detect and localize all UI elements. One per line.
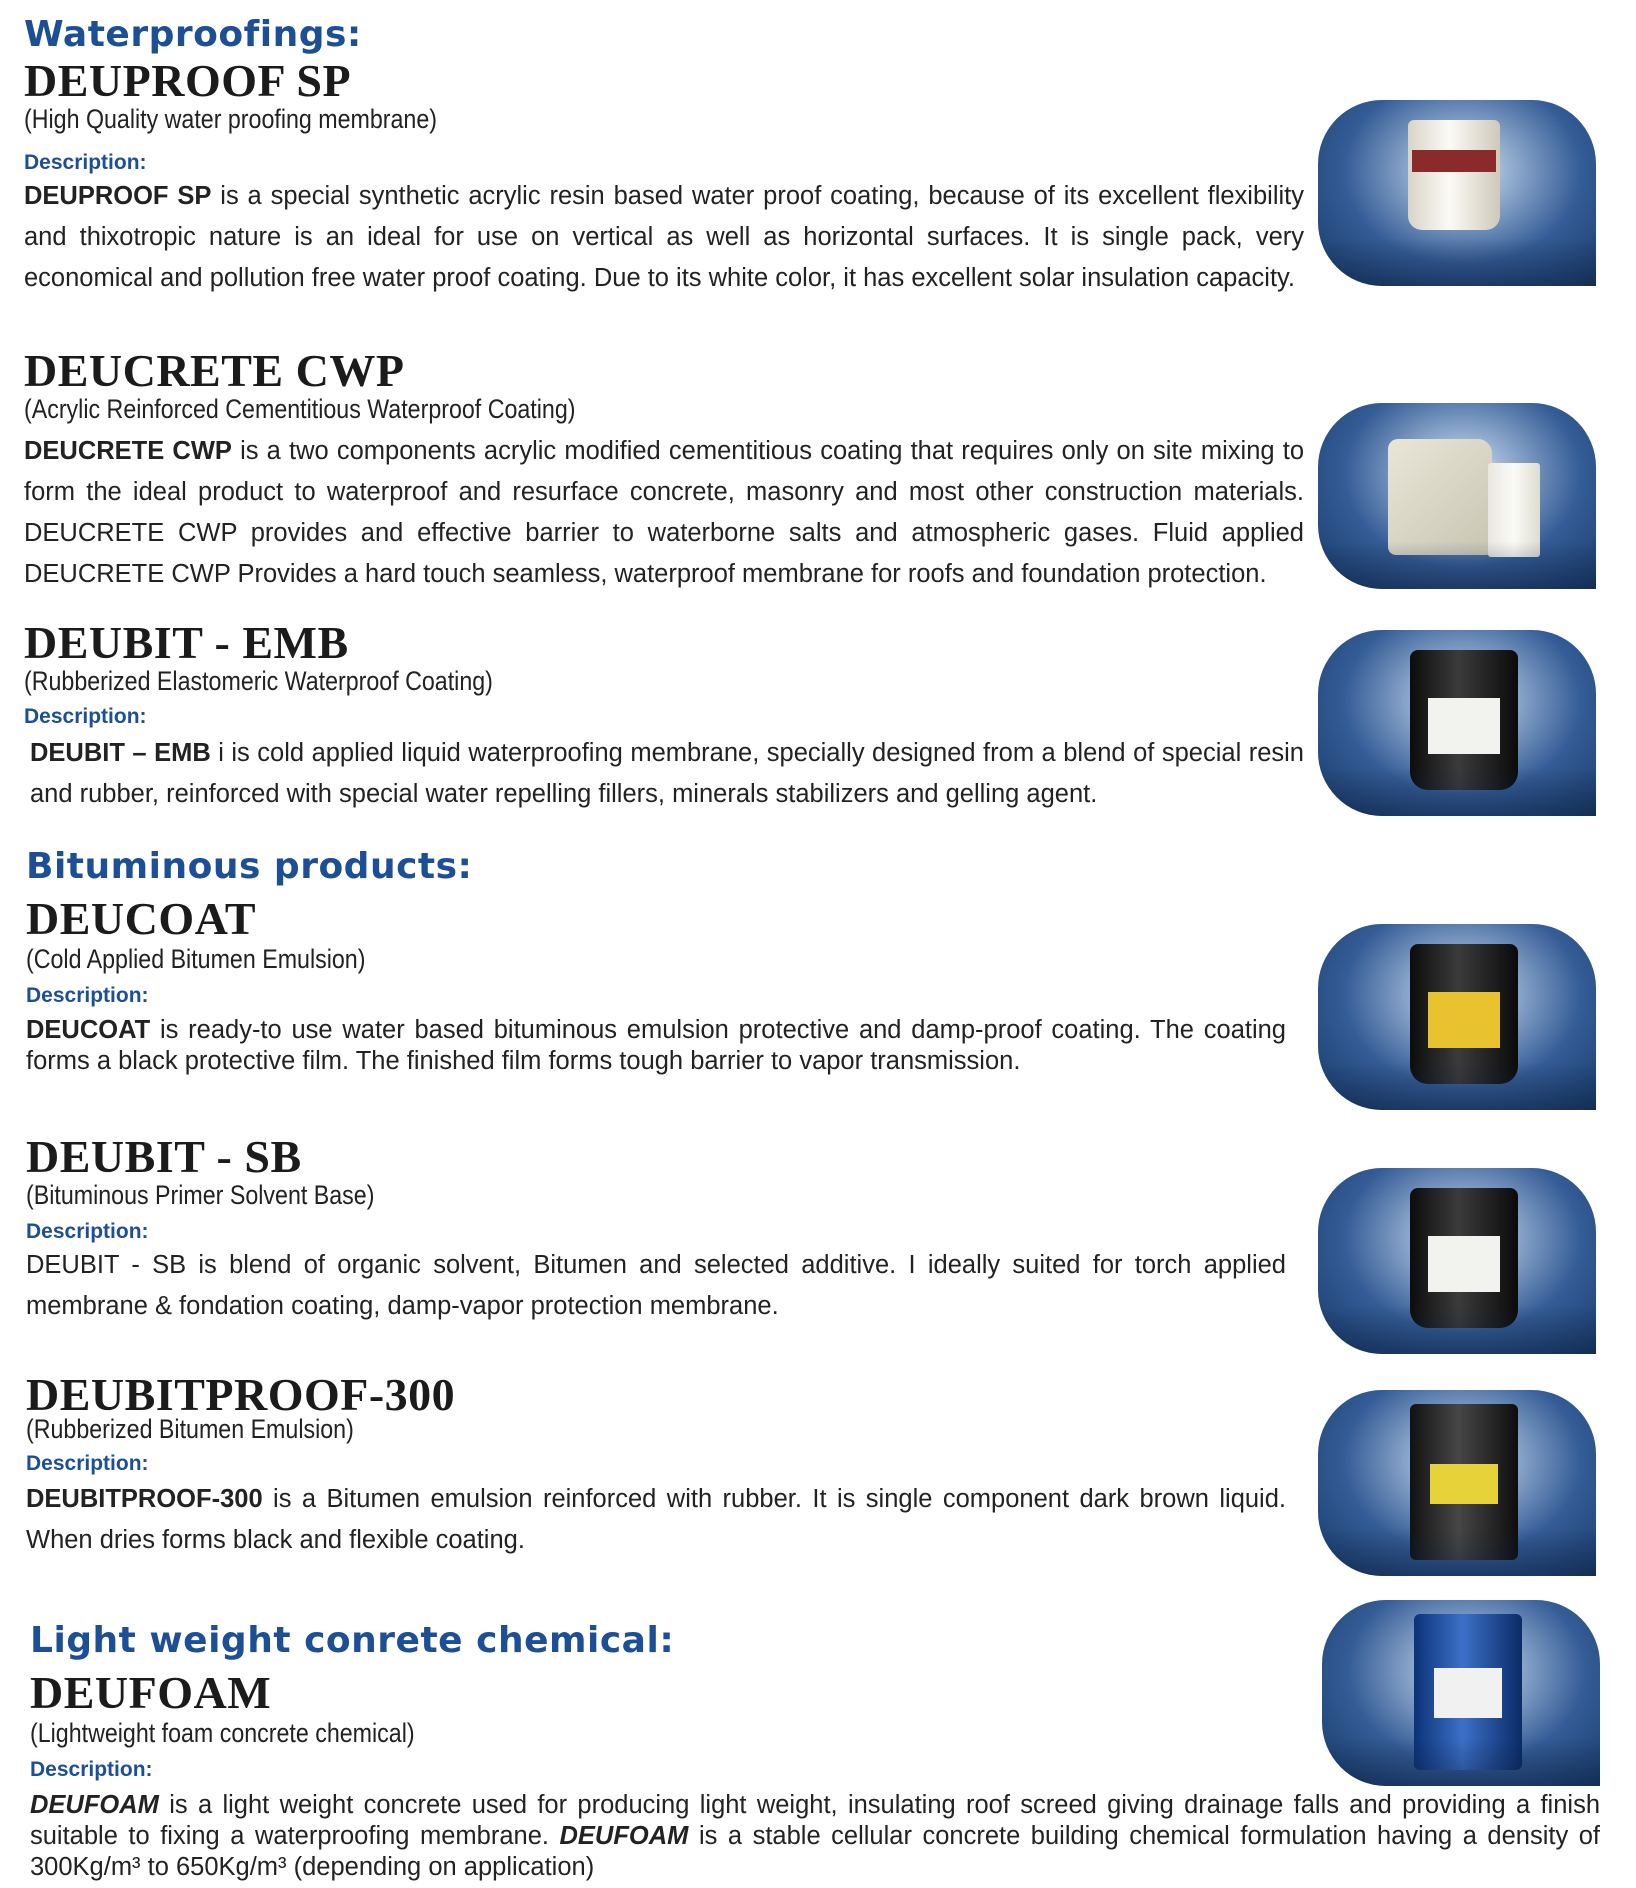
product-lead-deubit-emb: DEUBIT – EMB (30, 739, 211, 767)
product-lead-deuproof-sp: DEUPROOF SP (24, 182, 212, 210)
product-description-deucrete-cwp (24, 431, 1304, 595)
product-description-deucoat (26, 1015, 1286, 1077)
bucket-icon (1408, 120, 1500, 230)
description-label: Description: (24, 151, 147, 174)
product-body-deufoam-1: is a light weight concrete used for producing light weight, insulating roof screed giving drainage falls and providing a finish suitable to fixing a waterproofing membrane. (30, 1791, 1600, 1850)
product-name-deuproof-sp: DEUPROOF SP (24, 55, 352, 106)
product-subtitle-deubit-sb: (Bituminous Primer Solvent Base) (26, 1180, 375, 1210)
section-title-light-weight: Light weight conrete chemical: (30, 1620, 675, 1661)
product-subtitle-deubit-emb: (Rubberized Elastomeric Waterproof Coating) (24, 666, 493, 696)
product-description-deubit-emb (30, 733, 1304, 815)
section-title-bituminous: Bituminous products: (26, 846, 473, 887)
product-description-deubit-sb: DEUBIT - SB is blend of organic solvent, Bitumen and selected additive. I ideally suited for torch applied membrane & fondation coating, damp-vapor protection membrane. (26, 1251, 1286, 1320)
product-body-deubitproof-300: is a Bitumen emulsion reinforced with rubber. It is single component dark brown liquid. When dries forms black and flexible coating. (26, 1485, 1286, 1554)
black-barrel-image (1318, 1390, 1596, 1576)
section-title-waterproofings: Waterproofings: (24, 14, 362, 55)
product-body-deuproof-sp: is a special synthetic acrylic resin based water proof coating, because of its excellent flexibility and thixotropic nature is an ideal for use on vertical as well as horizontal surfaces. It is single pack, very economical and pollution free water proof coating. Due to its white color, it has excellent solar insulation capacity. (24, 182, 1304, 292)
description-label: Description: (30, 1758, 153, 1781)
product-subtitle-deucrete-cwp: (Acrylic Reinforced Cementitious Waterproof Coating) (24, 394, 576, 424)
product-description-deubitproof-300 (26, 1479, 1286, 1561)
product-lead-deufoam: DEUFOAM (30, 1791, 159, 1819)
product-name-deucrete-cwp: DEUCRETE CWP (24, 345, 405, 396)
product-subtitle-deubitproof-300: (Rubberized Bitumen Emulsion) (26, 1414, 354, 1444)
product-description-deufoam (30, 1790, 1600, 1883)
bag-and-can-image (1318, 403, 1596, 589)
product-subtitle-deucoat: (Cold Applied Bitumen Emulsion) (26, 944, 366, 974)
product-subtitle-deufoam: (Lightweight foam concrete chemical) (30, 1718, 415, 1748)
product-lead-deubitproof-300: DEUBITPROOF-300 (26, 1485, 263, 1513)
product-name-deufoam: DEUFOAM (30, 1667, 272, 1718)
blue-barrel-image (1322, 1600, 1600, 1786)
product-name-deubit-emb: DEUBIT - EMB (24, 617, 349, 668)
black-bucket-image (1318, 630, 1596, 816)
white-bucket-image (1318, 100, 1596, 286)
product-lead-deucoat: DEUCOAT (26, 1016, 151, 1044)
bag-icon (1388, 439, 1492, 555)
product-name-deucoat: DEUCOAT (26, 893, 257, 944)
product-body-deubit-emb: i is cold applied liquid waterproofing membrane, specially designed from a blend of special resin and rubber, reinforced with special water repelling fillers, minerals stabilizers and gelling agent. (30, 739, 1304, 808)
product-body-deucoat: is ready-to use water based bituminous emulsion protective and damp-proof coating. The coating forms a black protective film. The finished film forms tough barrier to vapor transmission. (26, 1016, 1286, 1075)
black-bucket-yellow-label-image (1318, 924, 1596, 1110)
product-description-deuproof-sp (24, 176, 1304, 299)
product-subtitle-deuproof-sp: (High Quality water proofing membrane) (24, 104, 437, 134)
description-label: Description: (26, 1220, 149, 1243)
description-label: Description: (26, 984, 149, 1007)
product-name-deubitproof-300: DEUBITPROOF-300 (26, 1369, 456, 1420)
product-name-deubit-sb: DEUBIT - SB (26, 1131, 302, 1182)
product-body-deucrete-cwp: is a two components acrylic modified cementitious coating that requires only on site mixing to form the ideal product to waterproof and resurface concrete, masonry and most other construction materials. DEUCRETE CWP provides and effective barrier to waterborne salts and atmospheric gases. Fluid applied DEUCRETE CWP Provides a hard touch seamless, waterproof membrane for roofs and foundation protection. (24, 437, 1305, 588)
black-bucket-image (1318, 1168, 1596, 1354)
product-lead-deufoam-2: DEUFOAM (559, 1822, 689, 1850)
product-lead-deucrete-cwp: DEUCRETE CWP (24, 437, 232, 465)
product-body-deufoam-2: is a stable cellular concrete building chemical formulation having a density of 300Kg/m³ to 650Kg/m³ (depending on application) (30, 1822, 1600, 1881)
description-label: Description: (26, 1452, 149, 1475)
description-label: Description: (24, 705, 147, 728)
